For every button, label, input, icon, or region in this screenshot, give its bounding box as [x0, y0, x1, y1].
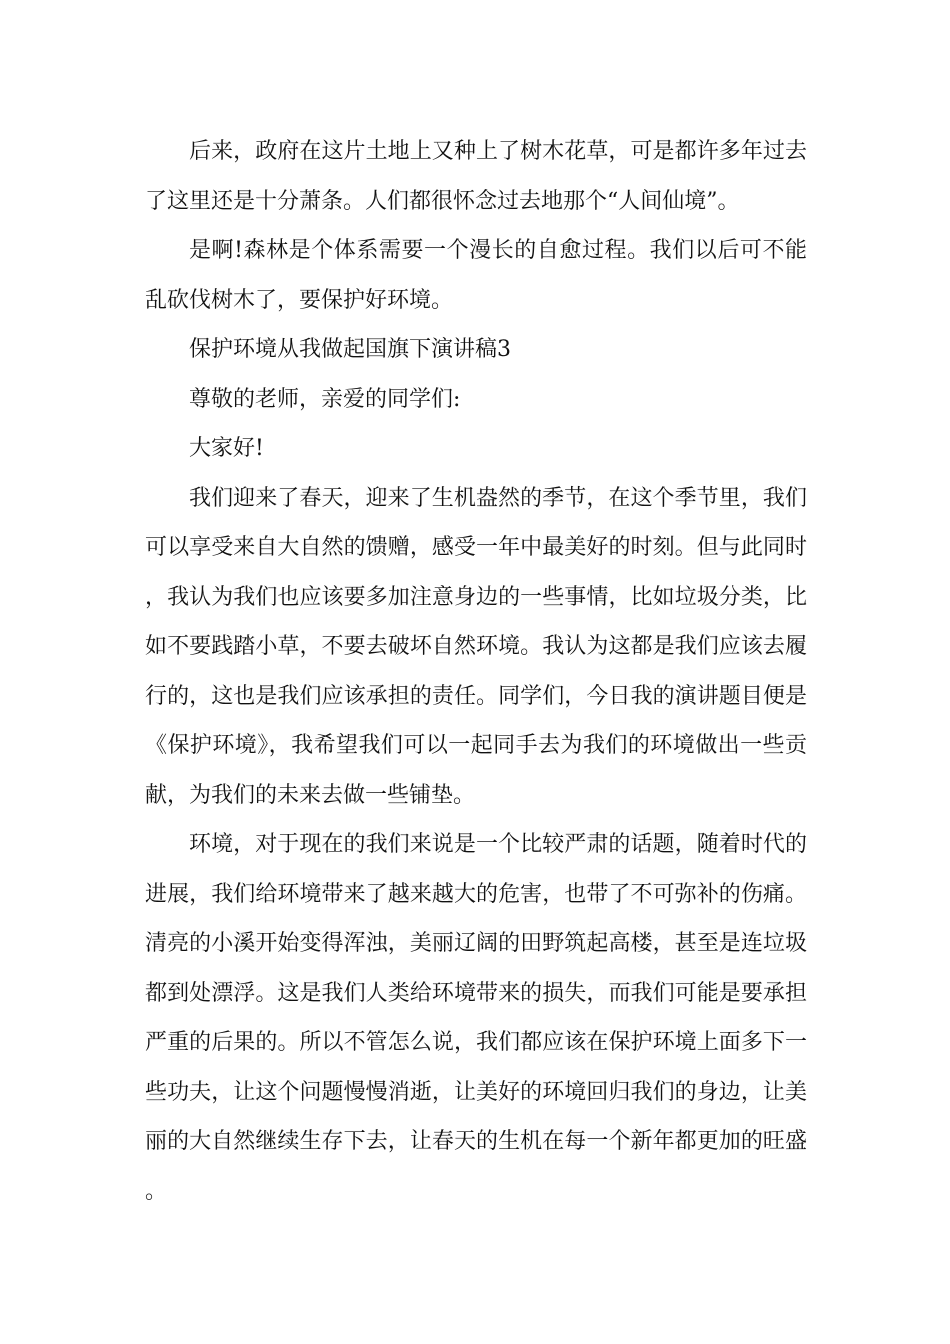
speech-title: 保护环境从我做起国旗下演讲稿3	[189, 337, 511, 362]
paragraph-7: 环境，对于现在的我们来说是一个比较严肃的话题，随着时代的进展，我们给环境带来了越来越大的危害，也带了不可弥补的伤痛。清亮的小溪开始变得浑浊，美丽辽阔的田野筑起高楼，甚至是连垃圾都到处漂浮。这是我们人类给环境带来的损失，而我们可能是要承担严重的后果的。所以不管怎么说，我们都应该在保护环境上面多下一些功夫，让这个问题慢慢消逝，让美好的环境回归我们的身边，让美丽的大自然继续生存下去，让春天的生机在每一个新年都更加的旺盛。	[145, 832, 807, 1204]
document-page	[145, 127, 807, 1216]
greeting: 大家好!	[189, 436, 264, 461]
salutation: 尊敬的老师，亲爱的同学们:	[189, 386, 461, 412]
paragraph-1: 后来，政府在这片土地上又种上了树木花草，可是都许多年过去了这里还是十分萧条。人们都很怀念过去地那个“人间仙境”。	[145, 139, 807, 214]
paragraph-6: 我们迎来了春天，迎来了生机盎然的季节，在这个季节里，我们可以享受来自大自然的馈赠，感受一年中最美好的时刻。但与此同时，我认为我们也应该要多加注意身边的一些事情，比如垃圾分类，比如不要践踏小草，不要去破坏自然环境。我认为这都是我们应该去履行的，这也是我们应该承担的责任。同学们，今日我的演讲题目便是《保护环境》，我希望我们可以一起同手去为我们的环境做出一些贡献，为我们的未来去做一些铺垫。	[145, 485, 807, 808]
paragraph-2: 是啊!森林是个体系需要一个漫长的自愈过程。我们以后可不能乱砍伐树木了，要保护好环境。	[145, 238, 807, 313]
